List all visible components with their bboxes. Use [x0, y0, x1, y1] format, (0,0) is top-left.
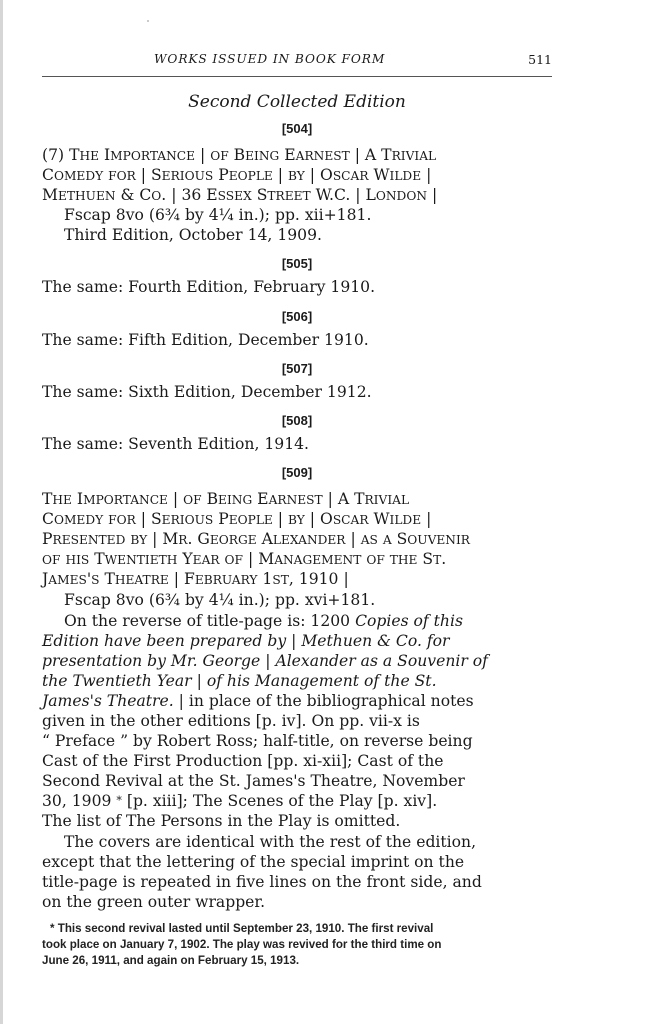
page-left-edge	[0, 0, 3, 1024]
entry-504-format: Fscap 8vo (6¾ by 4¼ in.); pp. xii+181.	[64, 206, 372, 224]
entry-504-title-line-2: COMEDY FOR | SERIOUS PEOPLE | BY | OSCAR WILDE |	[42, 166, 432, 184]
paragraph-1-line-10: 30, 1909 * [p. xiii]; The Scenes of the Play [p. xiv].	[42, 792, 438, 810]
entry-number-504: [504]	[281, 121, 313, 136]
paragraph-1-line-5: James's Theatre. | in place of the bibliographical notes	[42, 692, 474, 710]
paragraph-1-line-1: On the reverse of title-page is: 1200 Copies of this	[64, 612, 463, 630]
paragraph-2-line-4: on the green outer wrapper.	[42, 893, 266, 911]
entry-507-text: The same: Sixth Edition, December 1912.	[42, 383, 372, 401]
paragraph-1-line-8: Cast of the First Production [pp. xi-xii]; Cast of the	[42, 752, 444, 770]
entry-508-text: The same: Seventh Edition, 1914.	[42, 435, 310, 453]
page-number: 511	[528, 52, 552, 67]
section-heading: Second Collected Edition	[188, 92, 406, 112]
paragraph-1-line-4: the Twentieth Year | of his Management of the St.	[42, 672, 437, 690]
paragraph-1-line-9: Second Revival at the St. James's Theatre, November	[42, 772, 465, 790]
entry-509-title-line-1: THE IMPORTANCE | OF BEING EARNEST | A TRIVIAL	[42, 490, 410, 508]
paragraph-1-line-11: The list of The Persons in the Play is omitted.	[42, 812, 401, 830]
footnote-line-3: June 26, 1911, and again on February 15, 1913.	[42, 954, 300, 967]
paragraph-1-line-3: presentation by Mr. George | Alexander as a Souvenir of	[42, 652, 488, 670]
entry-number-505: [505]	[281, 256, 313, 271]
running-head	[42, 52, 552, 72]
entry-504-edition: Third Edition, October 14, 1909.	[64, 226, 322, 244]
paragraph-2-line-2: except that the lettering of the special imprint on the	[42, 853, 465, 871]
entry-509-title-line-2: COMEDY FOR | SERIOUS PEOPLE | BY | OSCAR WILDE |	[42, 510, 432, 528]
entry-506-text: The same: Fifth Edition, December 1910.	[42, 331, 369, 349]
entry-509-title-line-5: JAMES'S THEATRE | FEBRUARY 1ST, 1910 |	[42, 570, 349, 588]
paragraph-1-line-2: Edition have been prepared by | Methuen & Co. for	[42, 632, 450, 650]
entry-509-format: Fscap 8vo (6¾ by 4¼ in.); pp. xvi+181.	[64, 591, 376, 609]
entry-504-title-line-3: METHUEN & CO. | 36 ESSEX STREET W.C. | LONDON |	[42, 186, 438, 204]
entry-509-title-line-3: PRESENTED BY | MR. GEORGE ALEXANDER | AS A SOUVENIR	[42, 530, 470, 548]
entry-number-507: [507]	[281, 361, 313, 376]
footnote-line-2: took place on January 7, 1902. The play was revived for the third time on	[42, 938, 442, 951]
entry-number-506: [506]	[281, 309, 313, 324]
entry-number-508: [508]	[281, 413, 313, 428]
scan-speck	[147, 20, 149, 22]
footnote-line-1: * This second revival lasted until September 23, 1910. The first revival	[50, 922, 434, 935]
header-rule	[42, 76, 552, 77]
paragraph-2-line-1: The covers are identical with the rest of the edition,	[64, 833, 477, 851]
paragraph-1-line-7: “ Preface ” by Robert Ross; half-title, on reverse being	[42, 732, 473, 750]
entry-504-title-line-1: (7) THE IMPORTANCE | OF BEING EARNEST | A TRIVIAL	[42, 146, 437, 164]
entry-509-title-line-4: OF HIS TWENTIETH YEAR OF | MANAGEMENT OF THE ST.	[42, 550, 447, 568]
entry-505-text: The same: Fourth Edition, February 1910.	[42, 278, 376, 296]
paragraph-2-line-3: title-page is repeated in five lines on the front side, and	[42, 873, 482, 891]
paragraph-1-line-6: given in the other editions [p. iv]. On pp. vii-x is	[42, 712, 420, 730]
entry-number-509: [509]	[281, 465, 313, 480]
running-head-title: WORKS ISSUED IN BOOK FORM	[154, 52, 386, 66]
